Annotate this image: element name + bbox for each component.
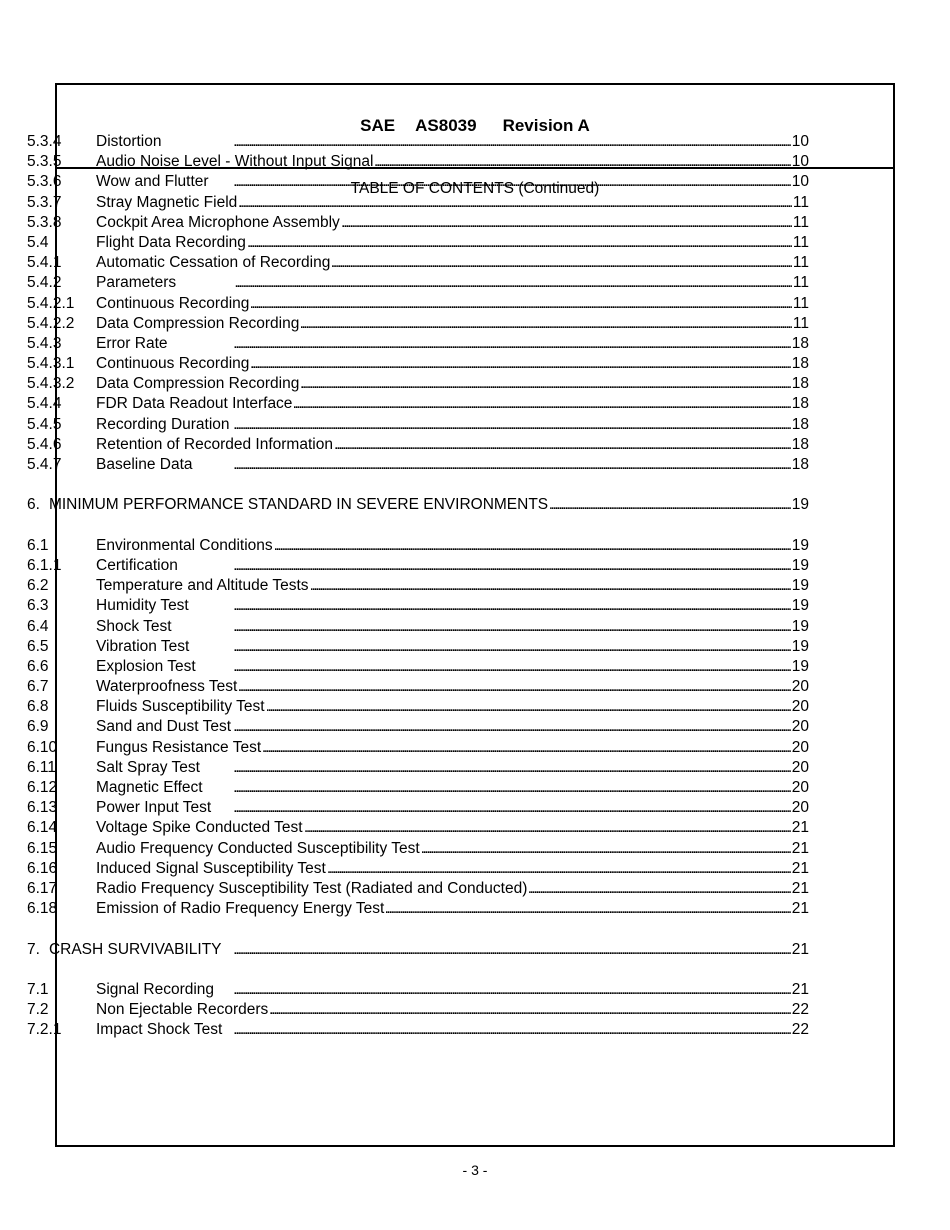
toc-entry-title: FDR Data Readout Interface — [96, 395, 293, 413]
toc-entry-page: 20 — [791, 779, 809, 796]
toc-entry-title: Automatic Cessation of Recording — [96, 254, 331, 272]
toc-entry-title: Temperature and Altitude Tests — [96, 577, 309, 595]
toc-leader-dots — [198, 657, 791, 677]
toc-entry-number: 5.4.3.2 — [27, 375, 75, 393]
toc-entry-number: 7.2 — [27, 1001, 49, 1019]
toc-entry-number: 5.4.5 — [27, 415, 62, 433]
toc-entry-number: 7. — [27, 940, 40, 958]
toc-entry-page: 10 — [791, 133, 809, 150]
toc-leader-dots — [251, 294, 792, 314]
toc-entry-title: Power Input Test — [96, 799, 212, 817]
toc-entry-title: Error Rate — [96, 334, 168, 352]
toc-leader-dots — [422, 839, 791, 859]
toc-entry-title: Continuous Recording — [96, 294, 250, 312]
toc-entry-page: 11 — [792, 213, 809, 231]
toc-entry-page: 20 — [791, 758, 809, 776]
toc-entry-page: 18 — [791, 395, 809, 413]
toc-entry-title: Salt Spray Test — [96, 758, 200, 776]
toc-leader-dots — [202, 758, 791, 778]
toc-entry-title: CRASH SURVIVABILITY — [48, 940, 222, 958]
toc-leader-dots — [174, 617, 791, 637]
toc-entry-page: 22 — [791, 1001, 809, 1019]
toc-entry[interactable] — [27, 132, 809, 152]
toc-entry-title: Baseline Data — [96, 456, 193, 473]
toc-section-6[interactable] — [27, 495, 809, 515]
toc-leader-dots — [232, 415, 791, 435]
toc-entry-page: 11 — [792, 274, 809, 292]
toc-entry-number: 5.4.2.1 — [27, 294, 75, 312]
toc-entry[interactable] — [27, 213, 809, 233]
toc-entry-page: 18 — [791, 435, 809, 453]
toc-entry[interactable] — [27, 798, 809, 818]
toc-entry-title: MINIMUM PERFORMANCE STANDARD IN SEVERE ENVIRONMENTS — [48, 496, 549, 514]
toc-leader-dots — [191, 637, 790, 657]
toc-entry-title: Magnetic Effect — [96, 779, 203, 796]
toc-entry-page: 11 — [792, 294, 809, 312]
toc-entry-number: 7.2.1 — [27, 1021, 62, 1039]
toc-leader-dots — [342, 213, 792, 233]
toc-entry[interactable] — [27, 899, 809, 919]
toc-entry-title: Audio Noise Level - Without Input Signal — [96, 153, 374, 171]
toc-entry-title: Shock Test — [96, 617, 172, 635]
toc-entry-title: Impact Shock Test — [96, 1021, 223, 1039]
toc-leader-dots — [163, 132, 790, 152]
toc-entry-title: Retention of Recorded Information — [96, 435, 333, 453]
toc-entry-number: 6.12 — [27, 779, 58, 796]
toc-entry-number: 6.3 — [27, 597, 49, 615]
toc-leader-dots — [205, 778, 791, 798]
toc-entry-title: Fungus Resistance Test — [96, 738, 262, 756]
toc-entry-number: 6.15 — [27, 839, 58, 857]
toc-leader-dots — [248, 233, 792, 253]
toc-entry-number: 5.4.6 — [27, 435, 62, 453]
toc-entry-title: Stray Magnetic Field — [96, 193, 238, 211]
toc-entry-title: Cockpit Area Microphone Assembly — [96, 213, 340, 231]
toc-leader-dots — [216, 980, 791, 1000]
toc-entry-title: Distortion — [96, 133, 162, 150]
toc-leader-dots — [270, 1000, 790, 1020]
toc-entry-number: 7.1 — [27, 980, 49, 998]
toc-entry-title: Voltage Spike Conducted Test — [96, 819, 303, 837]
toc-entry-title: Environmental Conditions — [96, 536, 273, 554]
toc-entry[interactable] — [27, 617, 809, 637]
toc-entry-number: 5.3.5 — [27, 153, 62, 171]
toc-entry-title: Radio Frequency Susceptibility Test (Radiated and Conducted) — [96, 879, 528, 897]
toc-entry-title: Wow and Flutter — [96, 173, 209, 191]
toc-entry-title: Continuous Recording — [96, 355, 250, 373]
toc-leader-dots — [301, 314, 792, 334]
toc-leader-dots — [195, 455, 791, 475]
toc-entry[interactable] — [27, 596, 809, 616]
toc-entry-number: 6.9 — [27, 718, 49, 736]
toc-entry-number: 6.4 — [27, 617, 49, 635]
toc-leader-dots — [311, 576, 791, 596]
toc-entry-page: 11 — [792, 233, 809, 251]
toc-entry-title: Vibration Test — [96, 637, 190, 655]
toc-section-7[interactable] — [27, 940, 809, 960]
toc-entry-number: 6.2 — [27, 577, 49, 595]
toc-leader-dots — [529, 879, 790, 899]
toc-entry[interactable] — [27, 394, 809, 414]
toc-entry[interactable] — [27, 637, 809, 657]
toc-entry-page: 11 — [792, 193, 809, 211]
toc-entry-page: 22 — [791, 1021, 809, 1039]
toc-leader-dots — [275, 536, 791, 556]
toc-entry-title: Audio Frequency Conducted Susceptibility Test — [96, 839, 420, 857]
toc-entry-number: 5.4.3 — [27, 334, 62, 352]
toc-leader-dots — [180, 556, 791, 576]
toc-entry-page: 19 — [791, 496, 809, 514]
toc-entry-page: 21 — [791, 900, 809, 918]
toc-entry-page: 19 — [791, 577, 809, 595]
toc-entry-number: 5.4 — [27, 233, 49, 251]
toc-leader-dots — [550, 495, 791, 515]
toc-entry-number: 6.7 — [27, 678, 49, 696]
toc-entry-number: 6.16 — [27, 859, 58, 877]
toc-entry-title: Humidity Test — [96, 597, 189, 615]
toc-group-6 — [27, 536, 809, 920]
toc-entry-page: 20 — [791, 678, 809, 696]
toc-group-5 — [27, 132, 809, 475]
toc-entry-title: Non Ejectable Recorders — [96, 1001, 269, 1019]
toc-leader-dots — [191, 596, 791, 616]
toc-entry[interactable] — [27, 758, 809, 778]
toc-leader-dots — [375, 152, 790, 172]
toc-entry-page: 21 — [791, 859, 809, 877]
toc-entry-number: 5.4.1 — [27, 254, 62, 272]
toc-entry-title: Flight Data Recording — [96, 233, 246, 251]
toc-entry-number: 6.1.1 — [27, 556, 62, 574]
toc-entry[interactable] — [27, 859, 809, 879]
toc-entry-title: Certification — [96, 556, 178, 574]
toc-entry-title: Parameters — [96, 274, 177, 292]
toc-entry[interactable] — [27, 980, 809, 1000]
toc-entry-number: 6.14 — [27, 819, 58, 837]
toc-entry-title: Emission of Radio Frequency Energy Test — [96, 900, 385, 918]
toc-entry-number: 5.3.7 — [27, 193, 62, 211]
toc-entry-page: 18 — [791, 355, 809, 373]
toc-entry-title: Induced Signal Susceptibility Test — [96, 859, 326, 877]
toc-leader-dots — [263, 738, 791, 758]
toc-entry-page: 21 — [791, 879, 809, 897]
toc-entry-number: 5.3.4 — [27, 133, 62, 150]
toc-entry[interactable] — [27, 152, 809, 172]
toc-entry-title: Fluids Susceptibility Test — [96, 698, 265, 716]
toc-entry-page: 18 — [791, 334, 809, 352]
toc-entry-number: 6. — [27, 496, 40, 514]
toc-entry-page: 19 — [791, 536, 809, 554]
toc-entry[interactable] — [27, 172, 809, 192]
toc-entry-number: 5.4.4 — [27, 395, 62, 413]
toc-entry-number: 6.1 — [27, 536, 49, 554]
toc-entry-number: 5.4.3.1 — [27, 355, 75, 373]
toc-entry-number: 5.4.2 — [27, 274, 62, 292]
toc-entry-title: Data Compression Recording — [96, 375, 300, 393]
toc-leader-dots — [386, 899, 790, 919]
toc-entry[interactable] — [27, 253, 809, 273]
page-number: - 3 - — [462, 1162, 488, 1178]
toc-entry[interactable] — [27, 536, 809, 556]
header-revision: Revision A — [502, 116, 590, 135]
toc-entry-number: 6.8 — [27, 698, 49, 716]
toc-entry-page: 18 — [791, 456, 809, 473]
toc-entry[interactable] — [27, 374, 809, 394]
toc-leader-dots — [239, 677, 790, 697]
toc-leader-dots — [233, 717, 791, 737]
toc-entry-page: 20 — [791, 799, 809, 817]
toc-entry[interactable] — [27, 233, 809, 253]
toc-entry-title: Sand and Dust Test — [96, 718, 231, 736]
toc-leader-dots — [170, 334, 791, 354]
toc-entry-number: 6.13 — [27, 799, 58, 817]
toc-entry-page: 18 — [791, 415, 809, 433]
toc-leader-dots — [239, 193, 792, 213]
toc-entry-page: 11 — [792, 254, 809, 272]
toc-leader-dots — [294, 394, 790, 414]
toc-title: TABLE OF CONTENTS (Continued) — [350, 180, 600, 197]
toc-entry[interactable] — [27, 879, 809, 899]
toc-entry-page: 20 — [791, 718, 809, 736]
toc-entry[interactable] — [27, 314, 809, 334]
toc-leader-dots — [335, 435, 791, 455]
toc-entry-page: 11 — [792, 314, 809, 332]
toc-entry[interactable] — [27, 657, 809, 677]
toc-leader-dots — [267, 697, 791, 717]
toc-entry[interactable] — [27, 556, 809, 576]
toc-entry-page: 19 — [791, 617, 809, 635]
toc-entry-number: 5.4.7 — [27, 456, 62, 473]
toc-entry[interactable] — [27, 576, 809, 596]
toc-entry-page: 20 — [791, 698, 809, 716]
toc-entry-page: 21 — [791, 980, 809, 998]
toc-entry[interactable] — [27, 455, 809, 475]
toc-entry[interactable] — [27, 818, 809, 838]
toc-group-7 — [27, 980, 809, 1041]
toc-entry-title: Signal Recording — [96, 980, 215, 998]
toc-entry-title: Waterproofness Test — [96, 678, 238, 696]
toc-entry[interactable] — [27, 738, 809, 758]
toc-entry-page: 21 — [791, 940, 809, 958]
toc-entry-page: 19 — [791, 556, 809, 574]
header-org: SAE — [360, 116, 396, 135]
toc-entry-number: 5.3.8 — [27, 213, 62, 231]
toc-entry-page: 19 — [791, 637, 809, 655]
toc-entry-page: 20 — [791, 738, 809, 756]
toc-entry-number: 6.10 — [27, 738, 58, 756]
toc-entry[interactable] — [27, 1020, 809, 1040]
toc-leader-dots — [305, 818, 791, 838]
toc-entry[interactable] — [27, 435, 809, 455]
toc-entry[interactable] — [27, 697, 809, 717]
toc-entry[interactable] — [27, 334, 809, 354]
toc-leader-dots — [224, 940, 791, 960]
toc-entry-page: 21 — [791, 819, 809, 837]
toc-entry-title: Data Compression Recording — [96, 314, 300, 332]
toc-entry[interactable] — [27, 294, 809, 314]
toc-entry-page: 19 — [791, 597, 809, 615]
toc-leader-dots — [224, 1020, 790, 1040]
toc-leader-dots — [211, 172, 791, 192]
toc-entry[interactable] — [27, 273, 809, 293]
toc-entry-number: 6.6 — [27, 657, 49, 675]
toc-entry[interactable] — [27, 717, 809, 737]
toc-entry-title: Recording Duration — [96, 415, 230, 433]
toc-entry-number: 6.17 — [27, 879, 58, 897]
toc-entry[interactable] — [27, 1000, 809, 1020]
toc-entry-number: 6.11 — [27, 758, 57, 776]
toc-entry-page: 18 — [791, 375, 809, 393]
toc-entry[interactable] — [27, 839, 809, 859]
toc-entry[interactable] — [27, 778, 809, 798]
table-of-contents — [27, 132, 809, 1040]
toc-entry[interactable] — [27, 677, 809, 697]
toc-entry[interactable] — [27, 193, 809, 213]
toc-leader-dots — [178, 273, 792, 293]
toc-entry-number: 6.18 — [27, 900, 58, 918]
toc-leader-dots — [332, 253, 792, 273]
header-doc-number: AS8039 — [415, 116, 477, 135]
toc-entry-page: 10 — [791, 173, 809, 191]
toc-leader-dots — [213, 798, 791, 818]
toc-leader-dots — [328, 859, 791, 879]
toc-entry-title: Explosion Test — [96, 657, 196, 675]
toc-entry-page: 10 — [791, 153, 809, 171]
toc-entry[interactable] — [27, 354, 809, 374]
toc-entry-page: 21 — [791, 839, 809, 857]
toc-leader-dots — [301, 374, 790, 394]
toc-entry-number: 5.3.6 — [27, 173, 62, 191]
toc-entry[interactable] — [27, 415, 809, 435]
toc-entry-number: 5.4.2.2 — [27, 314, 75, 332]
toc-entry-number: 6.5 — [27, 637, 49, 655]
toc-entry-page: 19 — [791, 657, 809, 675]
toc-leader-dots — [251, 354, 790, 374]
